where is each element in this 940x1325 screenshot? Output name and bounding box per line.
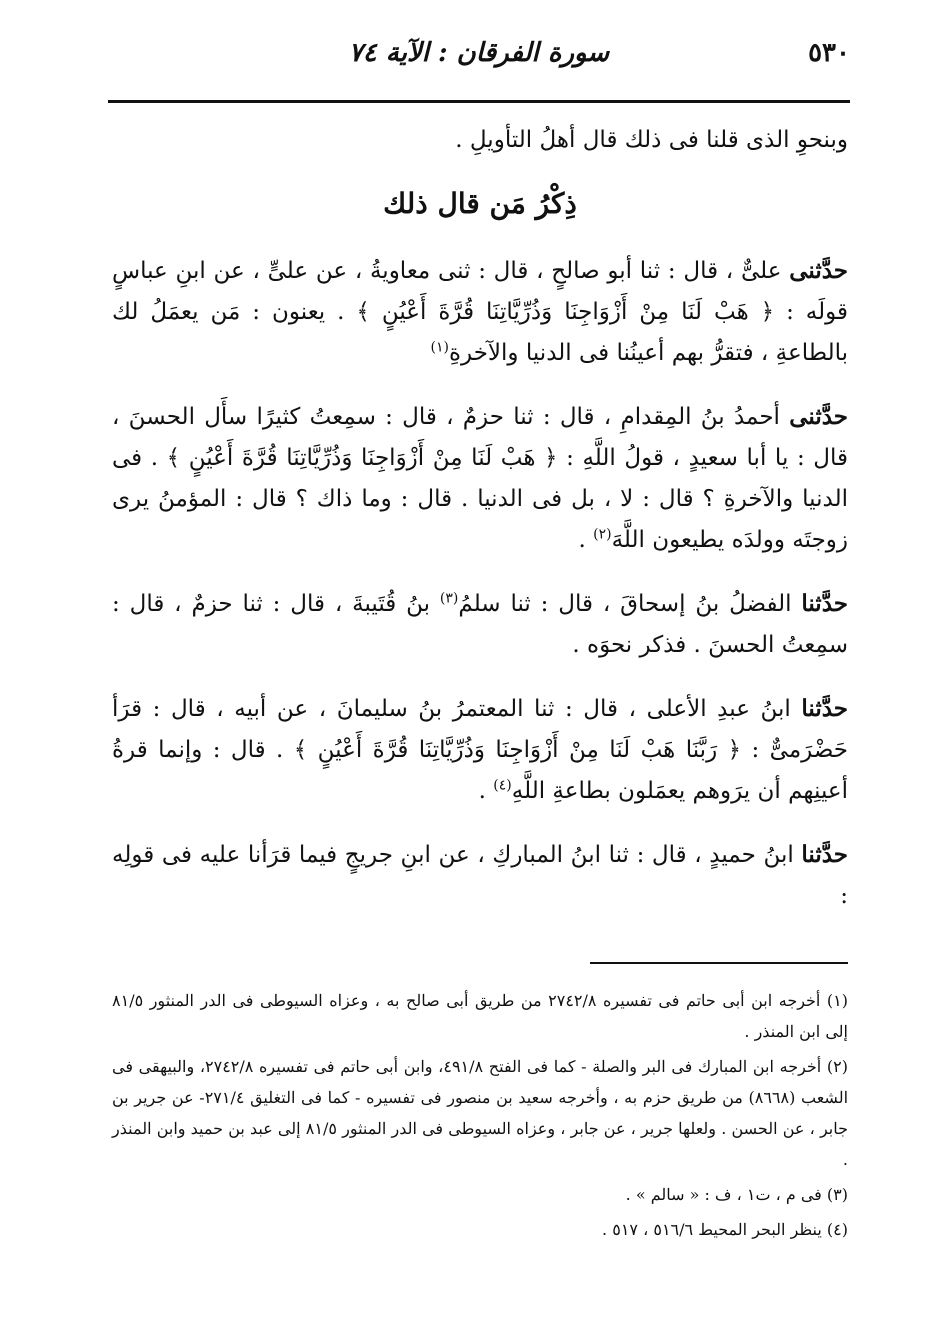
hadith-paragraph-3 — [112, 583, 848, 666]
intro-paragraph: وبنحوِ الذى قلنا فى ذلك قال أهلُ التأويلِ . — [455, 127, 848, 153]
section-heading: ذِكْرُ مَن قال ذلك — [383, 187, 577, 220]
running-title: سورة الفرقان : الآية ٧٤ — [348, 38, 610, 68]
hadith-end-2: . — [578, 527, 594, 553]
footnote-ref-2: (٢) — [593, 526, 612, 543]
hadith-lead-2: حدَّثنى — [789, 403, 849, 430]
hadith-text-3b: بنُ قُتَيبةَ ، قال : ثنا حزمٌ ، قال : سمِعتُ الحسنَ . فذكر نحوَه . — [112, 591, 848, 658]
footnote-ref-4: (٤) — [493, 777, 512, 794]
footnote-rule — [590, 962, 848, 964]
hadith-text-5: ابنُ حميدٍ ، قال : ثنا ابنُ المباركِ ، عن ابنِ جريجٍ فيما قرَأنا عليه فى قولِه : — [112, 842, 848, 909]
hadith-lead-5: حدَّثنا — [801, 841, 849, 868]
footnote-ref-3: (٣) — [439, 590, 459, 607]
hadith-paragraph-1 — [112, 250, 848, 374]
hadith-end-4: . — [478, 778, 494, 804]
hadith-text-1: علىٌّ ، قال : ثنا أبو صالحٍ ، قال : ثنى معاويةُ ، عن علىٍّ ، عن ابنِ عباسٍ قولَه : ﴿ هَبْ لَنَا مِنْ أَزْوَاجِنَا وَذُرِّيَّاتِنَا قُرَّةَ أَعْيُنٍ ﴾ . يعنون : مَن يعمَلُ لك بالطاعةِ ، فتقرُّ بهم أعينُنا فى الدنيا والآخرةِ — [112, 258, 848, 366]
hadith-paragraph-2 — [112, 396, 848, 561]
hadith-text-3a: الفضلُ بنُ إسحاقَ ، قال : ثنا سلمُ — [458, 591, 792, 617]
hadith-lead-4: حدَّثنا — [801, 695, 849, 722]
hadith-text-4: ابنُ عبدِ الأعلى ، قال : ثنا المعتمرُ بنُ سليمانَ ، عن أبيه ، قال : قرَأ حَضْرَمىٌّ : ﴿ رَبَّنَا هَبْ لَنَا مِنْ أَزْوَاجِنَا وَذُرِّيَّاتِنَا قُرَّةَ أَعْيُنٍ ﴾ . قال : وإنما قرةُ أعينِهم أن يرَوهم يعمَلون بطاعةِ اللَّهِ — [112, 696, 848, 804]
hadith-lead-1: حدَّثنى — [789, 257, 849, 284]
hadith-paragraph-5 — [112, 834, 848, 917]
hadith-text-2: أحمدُ بنُ المِقدامِ ، قال : ثنا حزمٌ ، قال : سمِعتُ كثيرًا سأَل الحسنَ ، قال : يا أبا سعيدٍ ، قولُ اللَّهِ : ﴿ هَبْ لَنَا مِنْ أَزْوَاجِنَا وَذُرِّيَّاتِنَا قُرَّةَ أَعْيُنٍ ﴾ . فى الدنيا والآخرةِ ؟ قال : لا ، بل فى الدنيا . قال : وما ذاك ؟ قال : المؤمنُ يرى زوجتَه وولدَه يطيعون اللَّهَ — [112, 404, 848, 553]
footnote-ref-1: (١) — [430, 339, 449, 356]
footnote-3: (٣) فى م ، ت١ ، ف : « سالم » . — [625, 1185, 848, 1204]
hadith-paragraph-4 — [112, 688, 848, 812]
page-header — [108, 38, 850, 90]
footnote-1: (١) أخرجه ابن أبى حاتم فى تفسيره ٢٧٤٢/٨ من طريق أبى صالح به ، وعزاه السيوطى فى الدر المنثور ٨١/٥ إلى ابن المنذر . — [112, 991, 848, 1041]
footnote-4: (٤) ينظر البحر المحيط ٥١٦/٦ ، ٥١٧ . — [602, 1220, 848, 1239]
footnote-2: (٢) أخرجه ابن المبارك فى البر والصلة - كما فى الفتح ٤٩١/٨، وابن أبى حاتم فى تفسيره ٢٧٤٢/٨، والبيهقى فى الشعب (٨٦٦٨) من طريق حزم به ، وأخرجه سعيد بن منصور فى تفسيره - كما فى التغليق ٢٧١/٤- عن جرير بن جابر ، عن الحسن . ولعلها جرير ، عن جابر ، وعزاه السيوطى فى الدر المنثور ٨١/٥ إلى عبد بن حميد وابن المنذر . — [112, 1057, 849, 1169]
header-rule — [108, 100, 850, 103]
footnotes — [112, 985, 848, 1249]
hadith-lead-3: حدَّثنا — [801, 590, 848, 617]
main-text — [112, 120, 848, 939]
page-number: ٥٣٠ — [808, 38, 850, 68]
